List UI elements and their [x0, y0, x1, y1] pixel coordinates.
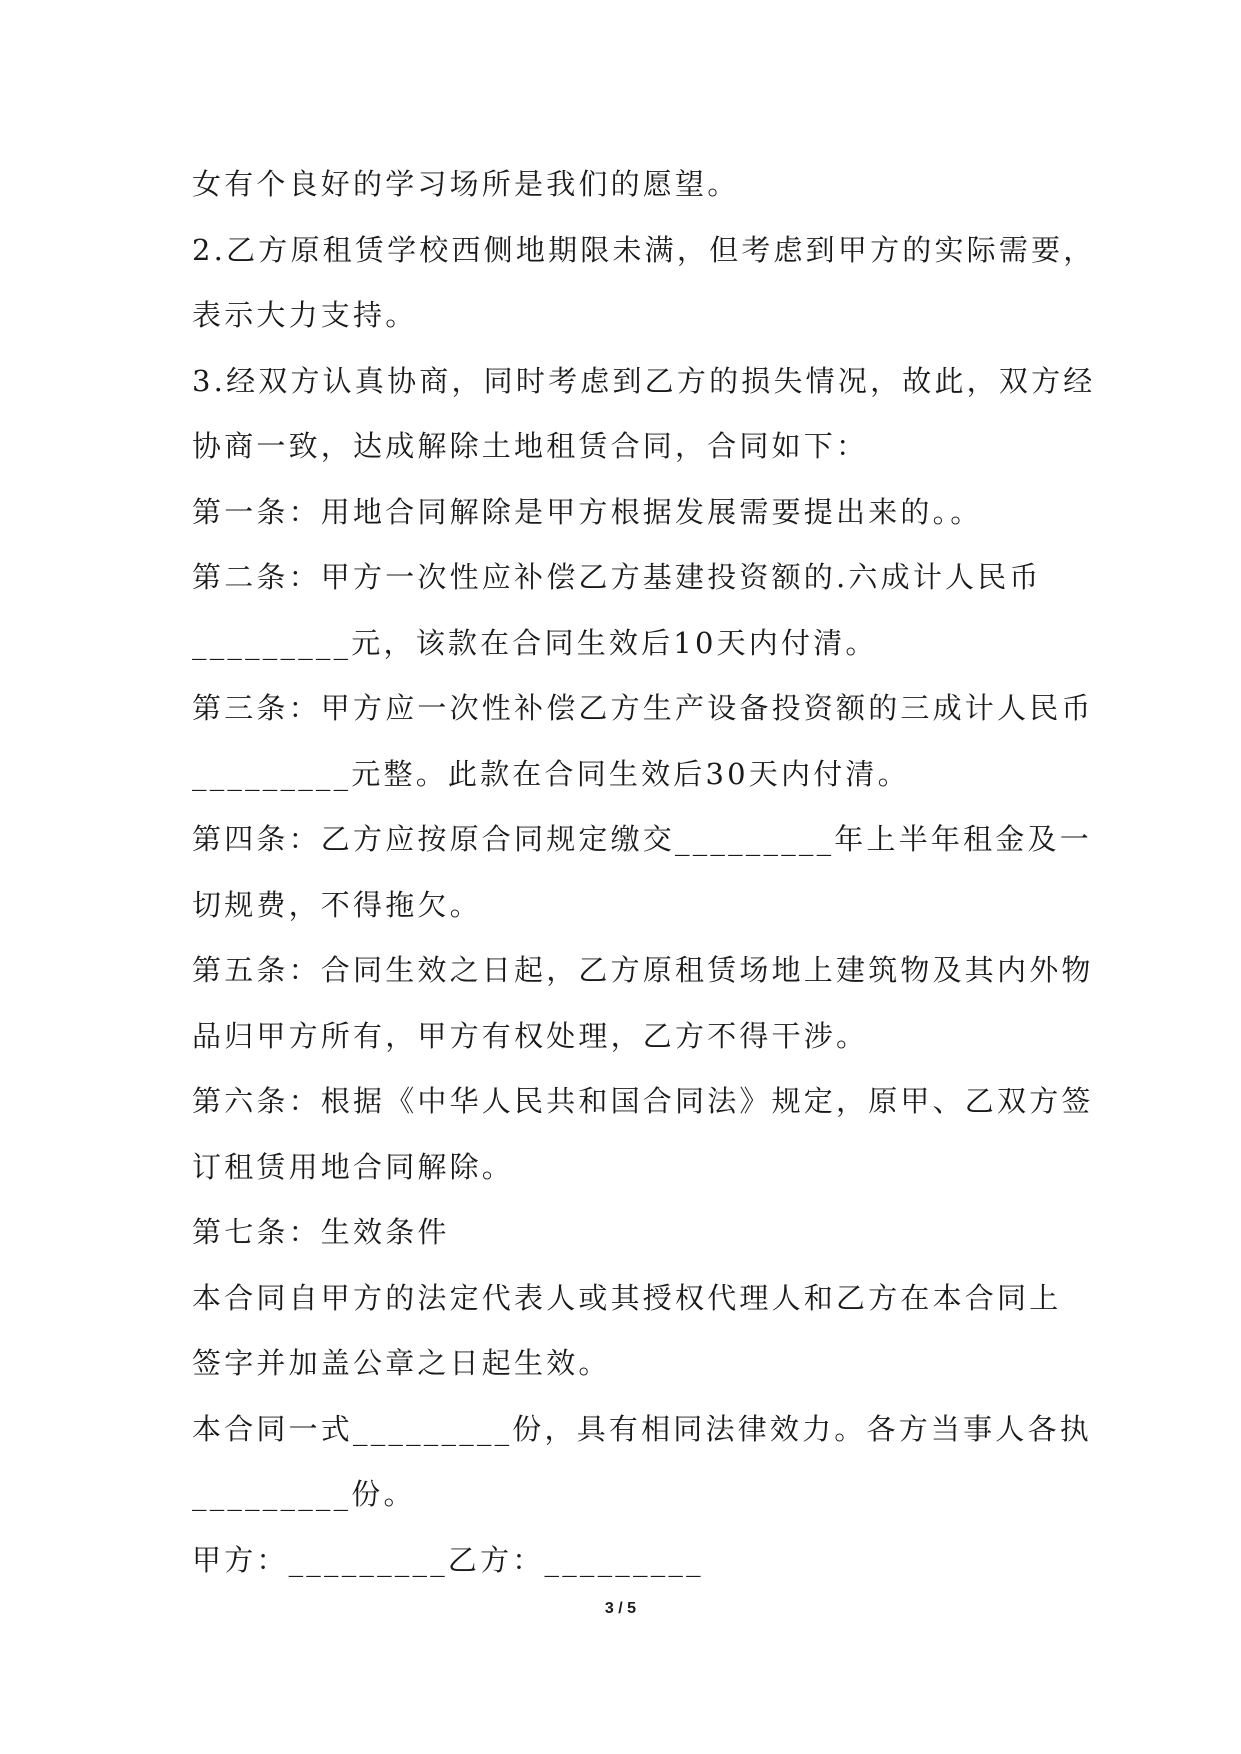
clause-line: 第七条：生效条件: [192, 1215, 450, 1249]
paragraph-line: 签字并加盖公章之日起生效。: [192, 1346, 611, 1380]
paragraph-line: 3.经双方认真协商，同时考虑到乙方的损失情况，故此，双方经: [192, 363, 1096, 398]
clause-line: 第一条：用地合同解除是甲方根据发展需要提出来的。。: [192, 494, 983, 529]
paragraph-line: 2.乙方原租赁学校西侧地期限未满，但考虑到甲方的实际需要，: [192, 232, 1096, 267]
page-number: 3 / 5: [604, 1600, 637, 1617]
clause-line: 第二条：甲方一次性应补偿乙方基建投资额的.六成计人民币: [192, 560, 1042, 594]
clause-line: 切规费，不得拖欠。: [192, 887, 482, 922]
signature-line: 甲方：_________乙方：_________: [192, 1542, 704, 1577]
paragraph-line: _________份。: [192, 1477, 416, 1511]
paragraph-line: 本合同自甲方的法定代表人或其授权代理人和乙方在本合同上: [192, 1280, 1062, 1315]
paragraph-line: 女有个良好的学习场所是我们的愿望。: [192, 167, 740, 201]
paragraph-line: 表示大力支持。: [192, 298, 418, 332]
clause-line: 订租赁用地合同解除。: [192, 1149, 515, 1184]
clause-line: 品归甲方所有，甲方有权处理，乙方不得干涉。: [192, 1018, 869, 1053]
clause-line: 第五条：合同生效之日起，乙方原租赁场地上建筑物及其内外物: [192, 953, 1094, 987]
clause-line: 第三条：甲方应一次性补偿乙方生产设备投资额的三成计人民币: [192, 691, 1094, 725]
paragraph-line: 协商一致，达成解除土地租赁合同，合同如下：: [192, 429, 869, 463]
clause-line: 第四条：乙方应按原合同规定缴交_________年上半年租金及一: [192, 822, 1092, 856]
paragraph-line: 本合同一式_________份，具有相同法律效力。各方当事人各执: [192, 1411, 1092, 1446]
clause-line: 第六条：根据《中华人民共和国合同法》规定，原甲、乙双方签: [192, 1084, 1094, 1118]
contract-body: [192, 152, 1096, 1593]
clause-line: _________元，该款在合同生效后10天内付清。: [192, 625, 878, 660]
clause-line: _________元整。此款在合同生效后30天内付清。: [192, 756, 910, 791]
